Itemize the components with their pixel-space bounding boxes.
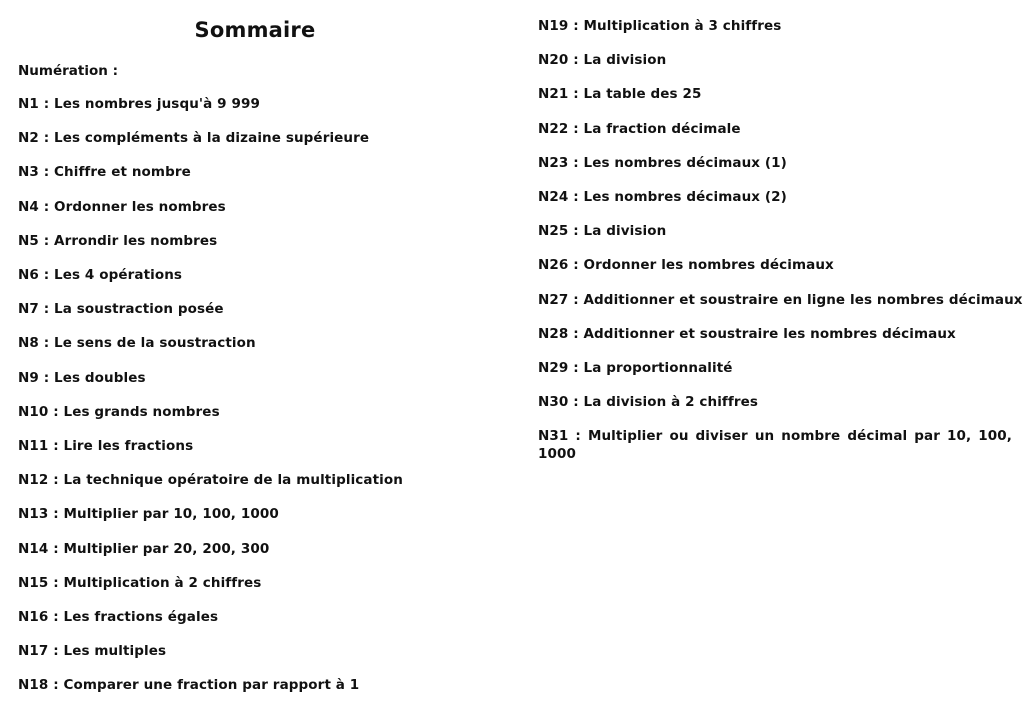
toc-entry-code: N19 bbox=[538, 18, 569, 34]
toc-entry bbox=[18, 403, 220, 421]
toc-entry-code: N5 bbox=[18, 232, 39, 249]
toc-entry-label: Comparer une fraction par rapport à 1 bbox=[63, 677, 360, 694]
section-heading: Numération : bbox=[18, 63, 118, 79]
toc-entry-code: N3 bbox=[18, 164, 39, 181]
toc-entry-separator: : bbox=[48, 677, 64, 694]
toc-entry-code: N17 bbox=[18, 643, 49, 660]
toc-entry-separator: : bbox=[48, 609, 64, 625]
toc-entry bbox=[538, 188, 787, 206]
toc-entry bbox=[538, 427, 1012, 463]
toc-entry-separator: : bbox=[568, 325, 584, 342]
toc-entry-label: Arrondir les nombres bbox=[54, 232, 218, 249]
toc-entry-label: La division bbox=[583, 223, 667, 240]
toc-entry-label: La division bbox=[583, 52, 667, 69]
toc-entry-label: La soustraction posée bbox=[54, 301, 224, 318]
toc-entry-separator: : bbox=[38, 164, 55, 181]
toc-entry-label: Les compléments à la dizaine supérieure bbox=[54, 130, 370, 147]
toc-entry bbox=[538, 222, 666, 240]
toc-entry bbox=[538, 85, 701, 103]
toc-entry-label: Les nombres décimaux (1) bbox=[583, 154, 787, 171]
toc-entry-code: N20 bbox=[538, 52, 569, 69]
toc-entry-label: Multiplication à 3 chiffres bbox=[583, 18, 782, 34]
toc-entry-label: Les nombres décimaux (2) bbox=[583, 189, 787, 205]
toc-entry-code: N8 bbox=[18, 335, 39, 352]
toc-entry bbox=[18, 505, 279, 523]
toc-entry bbox=[18, 334, 256, 352]
toc-entry bbox=[18, 471, 403, 489]
toc-entry-separator: : bbox=[568, 428, 588, 445]
toc-entry bbox=[18, 369, 146, 387]
toc-entry-separator: : bbox=[38, 335, 55, 352]
toc-entry bbox=[538, 51, 666, 69]
toc-entry bbox=[18, 676, 359, 694]
toc-entry bbox=[538, 291, 1023, 309]
toc-entry-separator: : bbox=[38, 96, 55, 112]
toc-entry-code: N12 bbox=[18, 472, 49, 489]
toc-entry bbox=[538, 17, 781, 35]
toc-entry-code: N22 bbox=[538, 120, 569, 137]
toc-entry bbox=[18, 574, 261, 592]
toc-entry-code: N9 bbox=[18, 369, 39, 386]
toc-entry-code: N13 bbox=[18, 506, 49, 523]
toc-entry-label: Le sens de la soustraction bbox=[54, 335, 256, 352]
toc-entry-code: N2 bbox=[18, 130, 39, 147]
toc-entry-separator: : bbox=[568, 257, 584, 274]
toc-entry-label: Les nombres jusqu'à 9 999 bbox=[54, 96, 260, 112]
toc-entry-separator: : bbox=[38, 267, 55, 283]
toc-entry-label: Les 4 opérations bbox=[54, 267, 183, 283]
toc-entry-label: Ordonner les nombres décimaux bbox=[583, 257, 834, 274]
page-title: Sommaire bbox=[194, 18, 316, 42]
toc-entry-separator: : bbox=[48, 506, 64, 523]
toc-entry-label: Multiplication à 2 chiffres bbox=[63, 574, 262, 591]
toc-entry bbox=[18, 437, 193, 455]
toc-entry-separator: : bbox=[568, 189, 584, 205]
toc-entry-separator: : bbox=[568, 18, 584, 34]
toc-entry-label: Les doubles bbox=[54, 369, 146, 386]
toc-entry-separator: : bbox=[48, 472, 64, 489]
toc-entry-code: N7 bbox=[18, 301, 39, 318]
toc-entry bbox=[18, 95, 260, 113]
toc-entry bbox=[538, 359, 733, 377]
toc-entry-code: N28 bbox=[538, 325, 569, 342]
toc-entry-label: Ordonner les nombres bbox=[54, 198, 226, 215]
toc-entry-label: Les multiples bbox=[63, 643, 167, 660]
toc-entry-code: N11 bbox=[18, 438, 49, 454]
toc-entry-code: N16 bbox=[18, 609, 49, 625]
toc-entry-code: N27 bbox=[538, 291, 569, 308]
toc-entry-code: N18 bbox=[18, 677, 49, 694]
toc-entry-separator: : bbox=[38, 301, 55, 318]
toc-entry bbox=[18, 608, 218, 626]
toc-entry bbox=[18, 266, 182, 284]
toc-entry-label: Lire les fractions bbox=[63, 438, 194, 454]
toc-entry-separator: : bbox=[568, 86, 584, 103]
toc-entry-separator: : bbox=[568, 291, 584, 308]
toc-entry-separator: : bbox=[38, 198, 55, 215]
toc-entry-label: Multiplier par 20, 200, 300 bbox=[63, 540, 270, 557]
toc-entry-separator: : bbox=[568, 120, 584, 137]
toc-entry-code: N1 bbox=[18, 96, 39, 112]
toc-entry-label: Multiplier par 10, 100, 1000 bbox=[63, 506, 279, 523]
toc-entry bbox=[18, 540, 269, 558]
toc-entry-label: La technique opératoire de la multiplication bbox=[63, 472, 403, 489]
toc-entry-code: N23 bbox=[538, 154, 569, 171]
toc-entry-separator: : bbox=[48, 438, 64, 454]
toc-entry-separator: : bbox=[48, 403, 64, 420]
toc-entry-label: Multiplier ou diviser un nombre décimal par 10, 100, 1000 bbox=[538, 428, 1012, 463]
toc-entry-code: N31 bbox=[538, 428, 569, 445]
toc-entry bbox=[538, 154, 787, 172]
toc-entry-separator: : bbox=[568, 154, 584, 171]
toc-entry-code: N21 bbox=[538, 86, 569, 103]
toc-entry-code: N10 bbox=[18, 403, 49, 420]
toc-entry-label: Additionner et soustraire en ligne les nombres décimaux bbox=[583, 291, 1023, 308]
toc-entry-label: La table des 25 bbox=[583, 86, 702, 103]
toc-entry bbox=[18, 300, 224, 318]
toc-entry-label: Chiffre et nombre bbox=[54, 164, 191, 181]
toc-entry bbox=[18, 163, 191, 181]
toc-entry-separator: : bbox=[38, 232, 55, 249]
toc-entry bbox=[18, 642, 166, 660]
toc-entry-code: N4 bbox=[18, 198, 39, 215]
toc-entry-label: La division à 2 chiffres bbox=[583, 394, 759, 411]
toc-entry-code: N15 bbox=[18, 574, 49, 591]
toc-entry-separator: : bbox=[568, 52, 584, 69]
toc-entry bbox=[18, 232, 217, 250]
toc-entry-code: N6 bbox=[18, 267, 39, 283]
toc-entry-label: La fraction décimale bbox=[583, 120, 741, 137]
toc-entry-label: La proportionnalité bbox=[583, 360, 733, 376]
toc-entry-separator: : bbox=[568, 360, 584, 376]
toc-entry bbox=[538, 256, 834, 274]
toc-entry-label: Les fractions égales bbox=[63, 609, 219, 625]
toc-entry-code: N24 bbox=[538, 189, 569, 205]
toc-entry-code: N30 bbox=[538, 394, 569, 411]
toc-entry-separator: : bbox=[48, 574, 64, 591]
toc-entry-code: N14 bbox=[18, 540, 49, 557]
toc-entry-code: N29 bbox=[538, 360, 569, 376]
toc-entry-separator: : bbox=[48, 643, 64, 660]
toc-entry-separator: : bbox=[38, 130, 55, 147]
toc-entry bbox=[538, 120, 741, 138]
toc-entry-separator: : bbox=[568, 394, 584, 411]
toc-entry bbox=[538, 325, 956, 343]
toc-entry-separator: : bbox=[48, 540, 64, 557]
toc-entry bbox=[18, 129, 369, 147]
toc-entry bbox=[18, 198, 226, 216]
toc-entry-label: Additionner et soustraire les nombres décimaux bbox=[583, 325, 956, 342]
toc-entry-code: N26 bbox=[538, 257, 569, 274]
toc-entry-label: Les grands nombres bbox=[63, 403, 220, 420]
toc-entry-separator: : bbox=[568, 223, 584, 240]
toc-entry-code: N25 bbox=[538, 223, 569, 240]
toc-entry-separator: : bbox=[38, 369, 55, 386]
toc-entry bbox=[538, 393, 758, 411]
